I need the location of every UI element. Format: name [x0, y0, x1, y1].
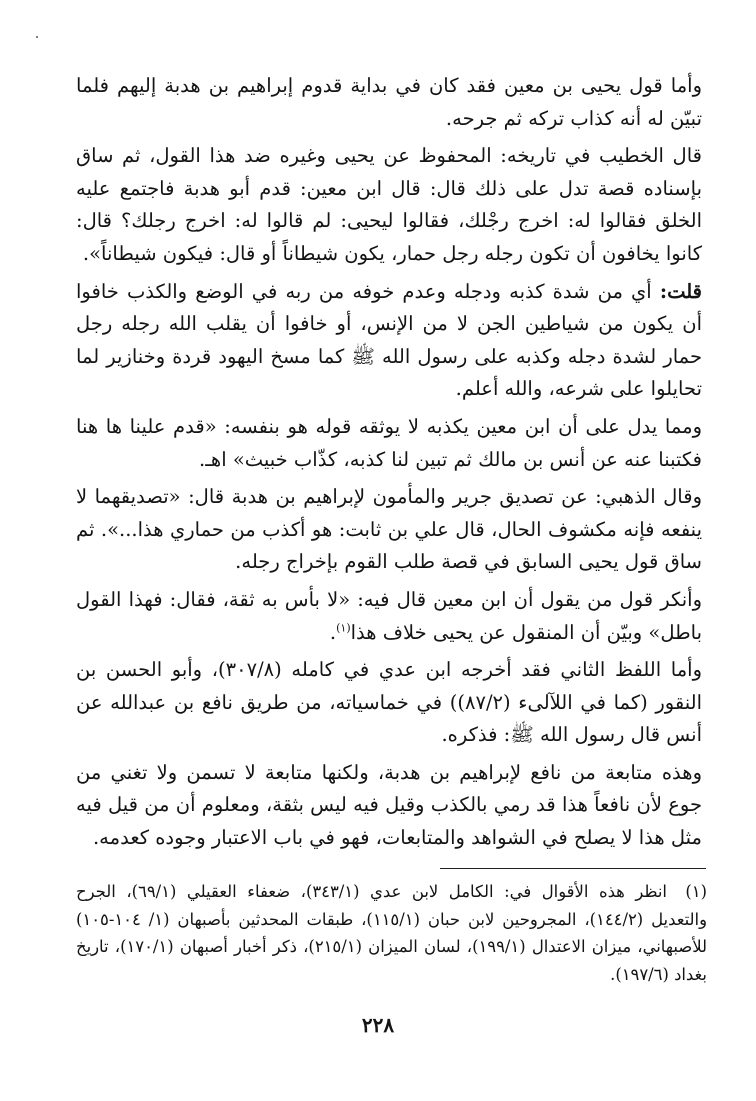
paragraph-6-tail: . — [329, 620, 337, 644]
paragraph-2-text: قال الخطيب في تاريخه: المحفوظ عن يحيى وغيره ضد هذا القول، ثم ساق بإسناده قصة تدل على ذلك قال: قال ابن معين: قدم أبو هدبة فاجتمع عليه الخلق فقالوا له: اخرج رجْلك، فقالوا ليحيى: لم قالوا له: اخرج رجلك؟ قال: كانوا يخافون أن تكون رجله رجل حمار، يكون شيطاناً أو قال: فيكون شيطاناً». — [76, 144, 702, 265]
paragraph-3-text: أي من شدة كذبه ودجله وعدم خوفه من ربه في الوضع والكذب خافوا أن يكون من شياطين الجن لا من الإنس، أو خافوا أن يقلب الله رجله رجل حمار لشدة دجله وكذبه على رسول الله ﷺ كما مسخ اليهود قردة وخنازير لما تحايلوا على شرعه، والله أعلم. — [76, 279, 702, 401]
footnote-ref[interactable]: (١) — [336, 621, 351, 634]
paragraph-4 — [76, 411, 702, 476]
paragraph-2 — [76, 140, 702, 270]
paragraph-7-text: وأما اللفظ الثاني فقد أخرجه ابن عدي في كامله (٣٠٧/٨)، وأبو الحسن بن النقور (كما في اللآلىء (٨٧/٢)) في خماسياته، من طريق نافع بن عبدالله عن أنس قال رسول الله ﷺ: فذكره. — [76, 658, 702, 747]
page-number: ٢٢٨ — [361, 1013, 395, 1037]
page-body — [76, 70, 702, 860]
footnote-number: (١) — [685, 882, 707, 901]
paragraph-5-text: وقال الذهبي: عن تصديق جرير والمأمون لإبراهيم بن هدبة قال: «تصديقهما لا ينفعه فإنه مكشوف الحال، قال علي بن ثابت: هو أكذب من حماري هذا...». ثم ساق قول يحيى السابق في قصة طلب القوم بإخراج رجله. — [76, 485, 702, 574]
paragraph-3-lead: قلت: — [659, 279, 702, 303]
paragraph-1-text: وأما قول يحيى بن معين فقد كان في بداية قدوم إبراهيم بن هدبة إليهم فلما تبيّن له أنه كذاب تركه ثم جرحه. — [76, 74, 702, 130]
footnote-text: انظر هذه الأقوال في: الكامل لابن عدي (٣٤٣/١)، ضعفاء العقيلي (٦٩/١)، الجرح والتعديل (١٤٤/٢)، المجروحين لابن حبان (١١٥/١)، طبقات المحدثين بأصبهان (١/ ١٠٤-١٠٥) للأصبهاني، ميزان الاعتدال (١٩٩/١)، لسان الميزان (٢١٥/١)، ذكر أخبار أصبهان (١٧٠/١)، تاريخ بغداد (١٩٧/٦). — [76, 882, 708, 984]
paragraph-7 — [76, 654, 702, 752]
paragraph-8-text: وهذه متابعة من نافع لإبراهيم بن هدبة، ولكنها متابعة لا تسمن ولا تغني من جوع لأن نافعاً هذا قد رمي بالكذب وقيل فيه ليس بثقة، ومعلوم أن من قيل فيه مثل هذا لا يصلح في الشواهد والمتابعات، فهو في باب الاعتبار وجوده كعدمه. — [76, 760, 702, 850]
paragraph-6-text: وأنكر قول من يقول أن ابن معين قال فيه: «لا بأس به ثقة، فقال: فهذا القول باطل» وبيّن أن المنقول عن يحيى خلاف هذا — [76, 587, 702, 644]
footnote — [76, 878, 707, 988]
footnote-separator — [440, 868, 706, 869]
paragraph-4-text: ومما يدل على أن ابن معين يكذبه لا يوثقه قوله هو بنفسه: «قدم علينا ها هنا فكتبنا عنه عن أنس بن مالك ثم تبين لنا كذبه، كذّاب خبيث» اهـ. — [76, 414, 702, 471]
paragraph-1 — [76, 70, 702, 135]
paragraph-6 — [76, 584, 702, 649]
paragraph-8 — [76, 757, 702, 855]
scan-speck — [36, 36, 38, 38]
paragraph-3 — [76, 276, 702, 406]
paragraph-5 — [76, 481, 702, 579]
